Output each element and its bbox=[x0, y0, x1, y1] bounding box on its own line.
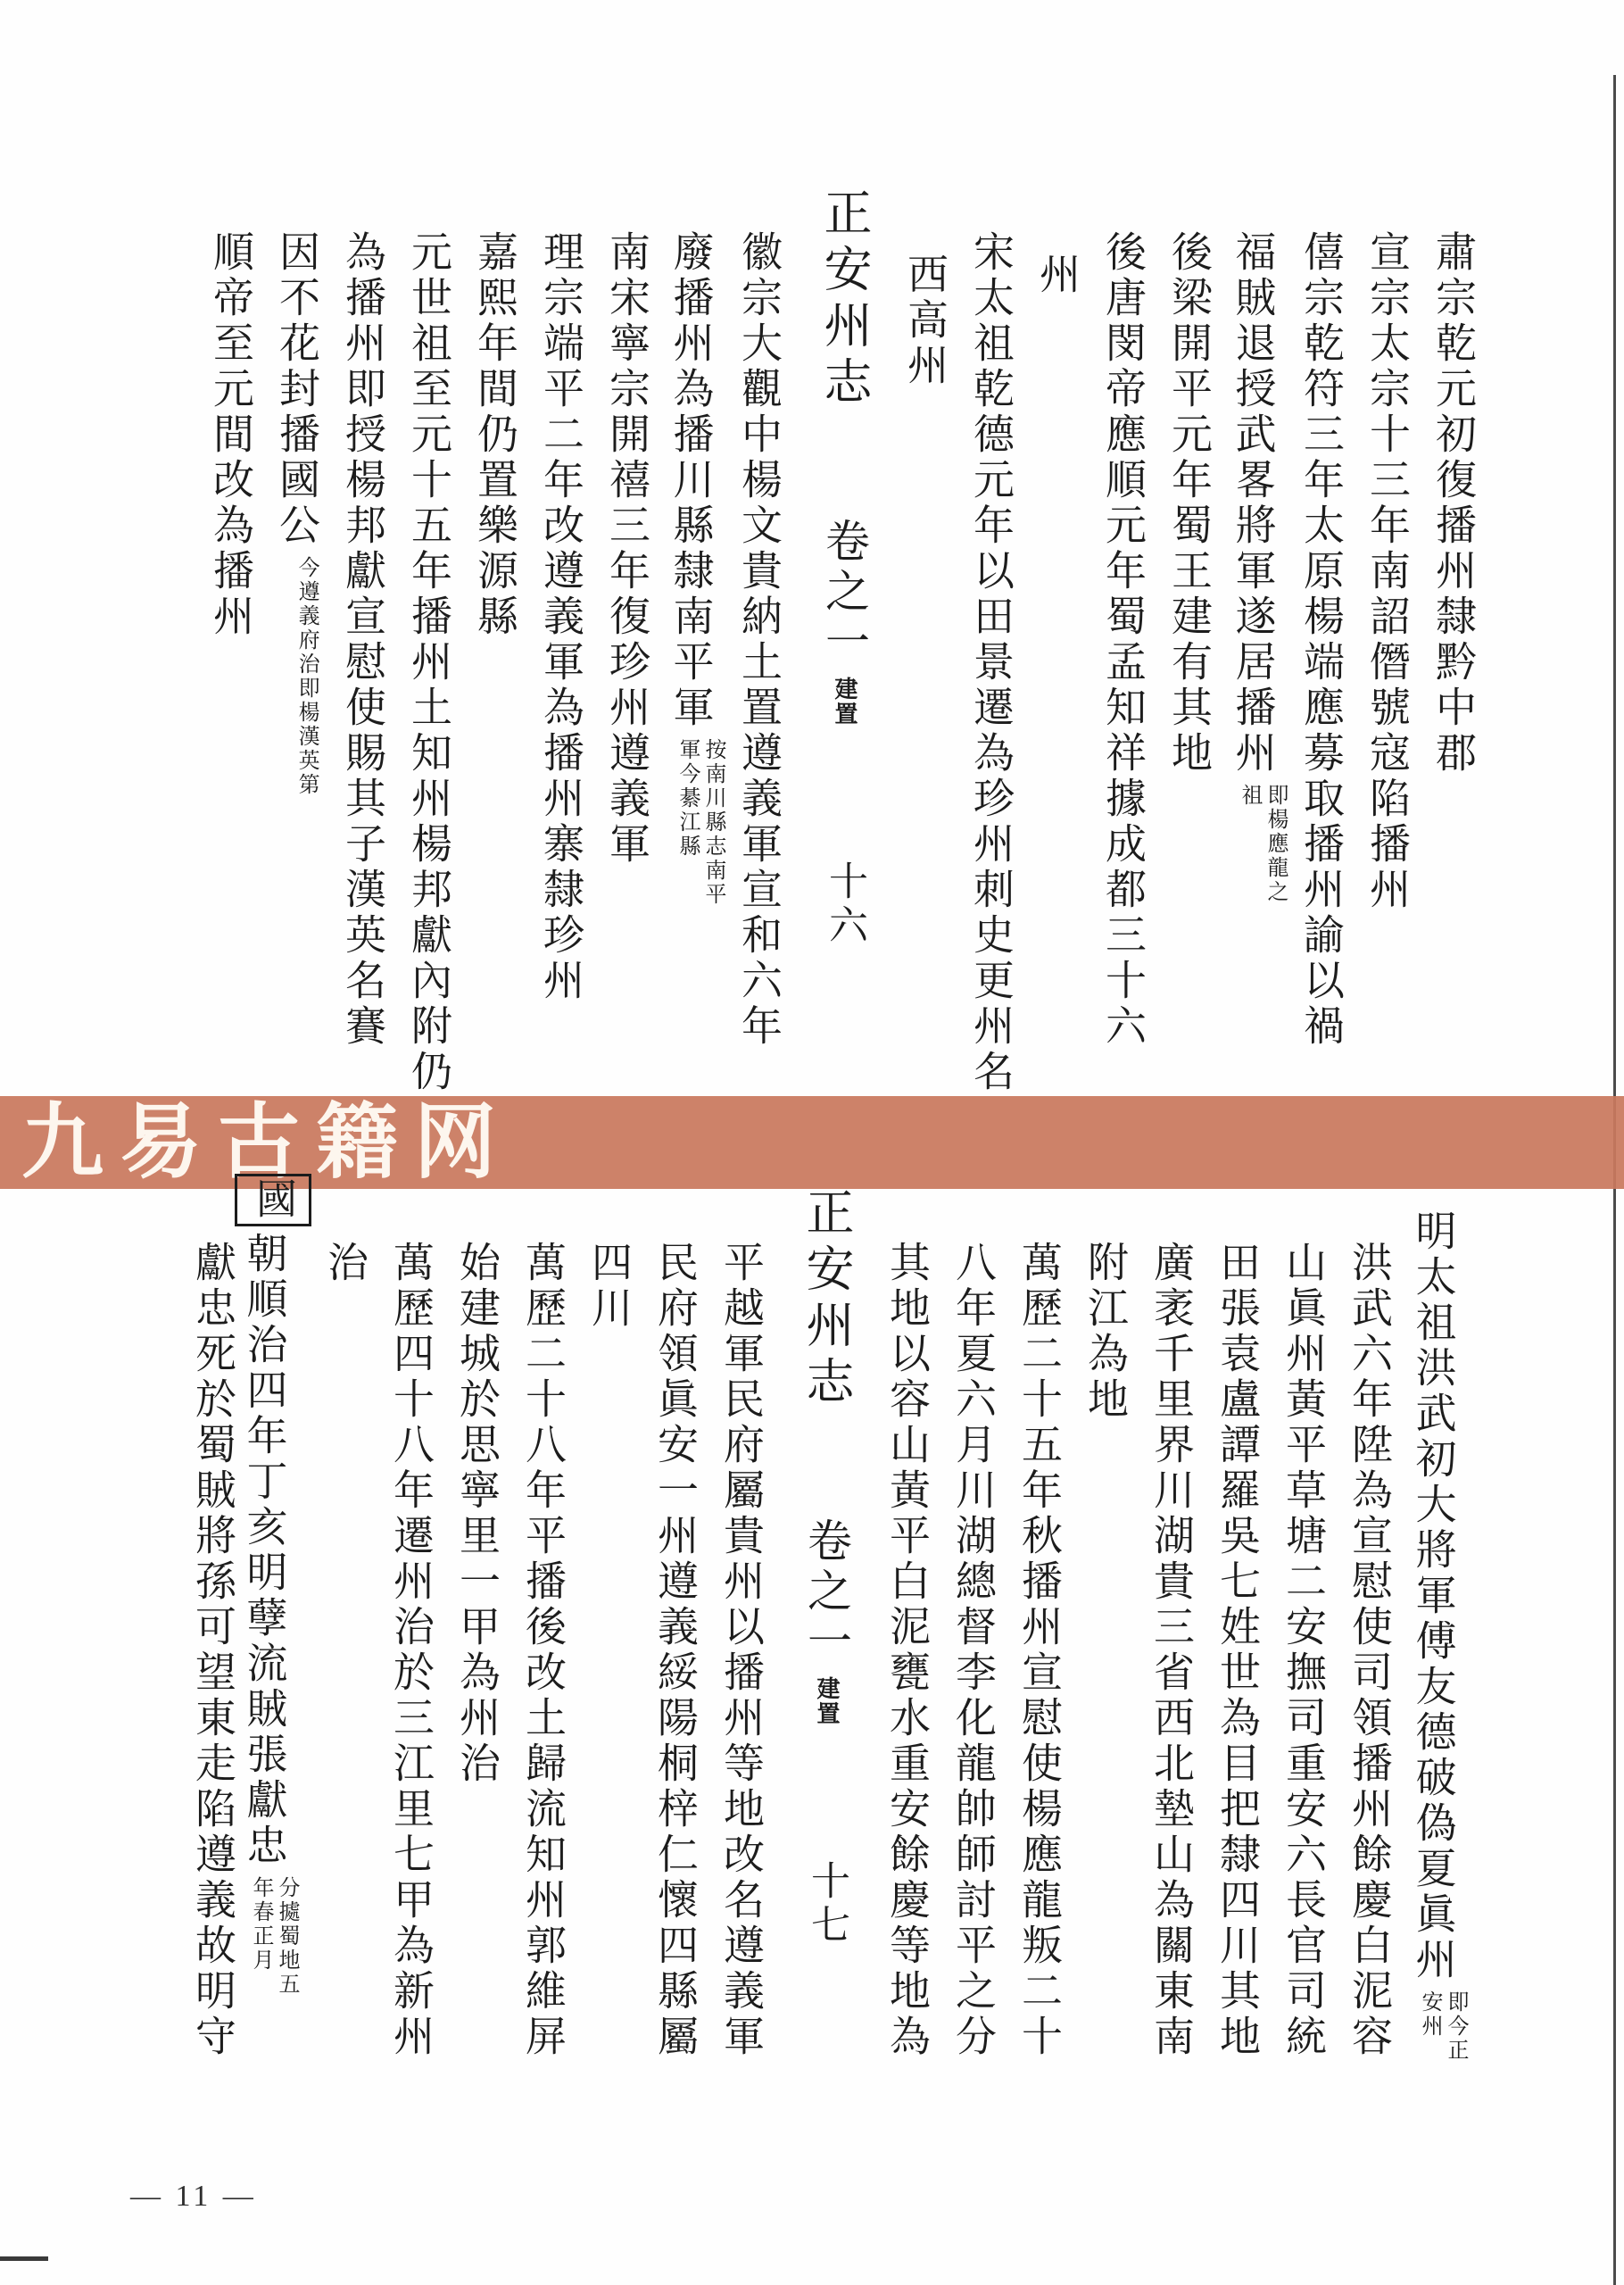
juan-number: 卷之一 bbox=[801, 1517, 851, 1667]
text-column bbox=[510, 1241, 576, 2060]
text-block-upper bbox=[197, 183, 1486, 1095]
watermark-text: 九易古籍网 bbox=[21, 1097, 513, 1188]
text-column bbox=[1420, 230, 1486, 777]
text-column bbox=[659, 230, 725, 907]
column-text: 宋太祖乾德元年以田景遷為珍州刺史更州名 bbox=[968, 230, 1014, 1095]
scan-artifact-mark bbox=[0, 2256, 48, 2261]
text-block-lower bbox=[179, 1174, 1468, 2063]
text-column bbox=[461, 230, 527, 640]
column-text: 洪武六年陞為宣慰使司領播州餘慶白泥容 bbox=[1346, 1241, 1392, 2060]
column-text: 徽宗大觀中楊文貴納土置遵義軍宣和六年 bbox=[736, 230, 782, 1050]
text-column bbox=[311, 1241, 377, 1286]
column-text: 萬歷四十八年遷州治於三江里七甲為新州 bbox=[388, 1241, 434, 2060]
juan-number: 卷之一 bbox=[819, 518, 869, 668]
text-column bbox=[241, 1174, 311, 1997]
text-column bbox=[1156, 230, 1222, 777]
text-column bbox=[1006, 1241, 1072, 2060]
column-text: 後梁開平元年蜀王建有其地 bbox=[1166, 230, 1212, 777]
column-text: 附江為地 bbox=[1082, 1241, 1128, 1423]
column-text: 萬歷二十八年平播後改土歸流知州郭維屏 bbox=[520, 1241, 566, 2060]
column-text: 州 bbox=[1034, 253, 1080, 298]
column-text: 廢播州為播川縣隸南平軍 bbox=[667, 230, 714, 731]
column-text: 治 bbox=[322, 1241, 368, 1286]
column-text: 明太祖洪武初大將軍傅友德破偽夏眞州 bbox=[1410, 1209, 1456, 1983]
column-text: 獻忠死於蜀賊將孫可望東走陷遵義故明守 bbox=[190, 1241, 236, 2060]
folio-title-column bbox=[788, 1187, 859, 1948]
section-label: 建置 bbox=[814, 1676, 840, 1726]
text-column bbox=[708, 1241, 774, 2060]
text-column bbox=[957, 230, 1023, 1095]
interlinear-note bbox=[1236, 784, 1288, 904]
column-text: 四川 bbox=[586, 1241, 632, 1332]
text-column bbox=[1072, 1241, 1138, 1423]
column-text: 為播州即授楊邦獻宣慰使賜其子漢英名賽 bbox=[340, 230, 385, 1050]
column-text: 平越軍民府屬貴州以播州等地改名遵義軍 bbox=[718, 1241, 764, 2060]
page-number: — 11 — bbox=[130, 2180, 257, 2213]
text-column bbox=[443, 1241, 510, 1787]
text-column bbox=[1402, 1209, 1468, 2063]
text-column bbox=[1023, 253, 1090, 298]
column-text: 宣宗太宗十三年南詔僭號寇陷播州 bbox=[1364, 230, 1410, 913]
note-line: 分㨿蜀地五 bbox=[275, 1876, 298, 1997]
interlinear-note bbox=[1416, 1990, 1468, 2063]
text-column bbox=[1288, 230, 1354, 1050]
column-text: 始建城於思寧里一甲為州治 bbox=[454, 1241, 500, 1787]
column-text: 八年夏六月川湖總督李化龍帥師討平之分 bbox=[950, 1241, 996, 2060]
column-text: 萬歷二十五年秋播州宣慰使楊應龍叛二十 bbox=[1016, 1241, 1062, 2060]
note-line: 即今正 bbox=[1444, 1990, 1467, 2063]
column-text: 肅宗乾元初復播州隸黔中郡 bbox=[1430, 230, 1476, 777]
text-column bbox=[1336, 1241, 1402, 2060]
text-column bbox=[527, 230, 593, 1004]
column-text: 後唐閔帝應順元年蜀孟知祥據成都三十六 bbox=[1100, 230, 1146, 1050]
text-column bbox=[1138, 1241, 1204, 2060]
text-column bbox=[1204, 1241, 1270, 2060]
note-line: 安州 bbox=[1418, 1990, 1441, 2039]
column-text: 其地以容山黃平白泥甕水重安餘慶等地為 bbox=[884, 1241, 930, 2060]
interlinear-note bbox=[674, 738, 725, 907]
text-column bbox=[1090, 230, 1156, 1050]
column-text: 福賊退授武畧將軍遂居播州 bbox=[1230, 230, 1276, 777]
text-column bbox=[263, 230, 329, 797]
column-text: 南宋寧宗開禧三年復珍州遵義軍 bbox=[604, 230, 650, 868]
text-column bbox=[874, 1241, 940, 2060]
column-text: 田張袁盧譚羅吳七姓世為目把隸四川其地 bbox=[1214, 1241, 1260, 2060]
note-line: 按南川縣志南平 bbox=[701, 738, 725, 907]
text-column bbox=[1222, 230, 1288, 904]
column-text: 因不花封播國公 bbox=[274, 230, 319, 549]
note-line: 年春正月 bbox=[249, 1876, 272, 1973]
text-column bbox=[576, 1241, 642, 1332]
text-column bbox=[197, 230, 263, 640]
text-column bbox=[1354, 230, 1420, 913]
text-column bbox=[395, 230, 461, 1095]
book-title: 正安州志 bbox=[817, 187, 871, 412]
column-text: 國朝順治四年丁亥明孽流賊張獻忠 bbox=[230, 1174, 311, 1869]
folio-title-column bbox=[806, 187, 877, 948]
column-text: 順帝至元間改為播州 bbox=[208, 230, 253, 640]
text-column bbox=[725, 230, 791, 1050]
boxed-honorific-character: 國 bbox=[235, 1174, 311, 1226]
note-line: 今遵義府治即楊漢英第 bbox=[294, 556, 319, 797]
section-label: 建置 bbox=[832, 677, 858, 727]
text-column bbox=[940, 1241, 1006, 2060]
column-text: 民府領眞安一州遵義綏陽桐梓仁懷四縣屬 bbox=[652, 1241, 698, 2060]
text-column bbox=[1270, 1241, 1336, 2060]
text-column bbox=[891, 253, 957, 389]
book-title: 正安州志 bbox=[800, 1187, 853, 1412]
column-text: 僖宗乾符三年太原楊端應募取播州諭以禍 bbox=[1298, 230, 1344, 1050]
text-column bbox=[593, 230, 659, 868]
interlinear-note bbox=[293, 556, 319, 797]
interlinear-note bbox=[247, 1876, 299, 1997]
column-text: 廣袤千里界川湖貴三省西北墊山為關東南 bbox=[1148, 1241, 1194, 2060]
column-text: 嘉熙年間仍置樂源縣 bbox=[472, 230, 518, 640]
text-column bbox=[377, 1241, 443, 2060]
column-text: 山眞州黃平草塘二安撫司重安六長官司統 bbox=[1280, 1241, 1326, 2060]
text-column bbox=[329, 230, 395, 1050]
text-column bbox=[642, 1241, 708, 2060]
column-text: 西高州 bbox=[902, 253, 948, 389]
column-text: 理宗端平二年改遵義軍為播州寨隸珍州 bbox=[538, 230, 584, 1004]
folio-page-number: 十七 bbox=[805, 1860, 849, 1948]
column-text: 元世祖至元十五年播州土知州楊邦獻內附仍 bbox=[406, 230, 452, 1095]
note-line: 軍今綦江縣 bbox=[675, 738, 699, 859]
note-line: 祖 bbox=[1238, 784, 1261, 808]
note-line: 即楊應龍之 bbox=[1264, 784, 1287, 904]
folio-page-number: 十六 bbox=[823, 860, 866, 948]
